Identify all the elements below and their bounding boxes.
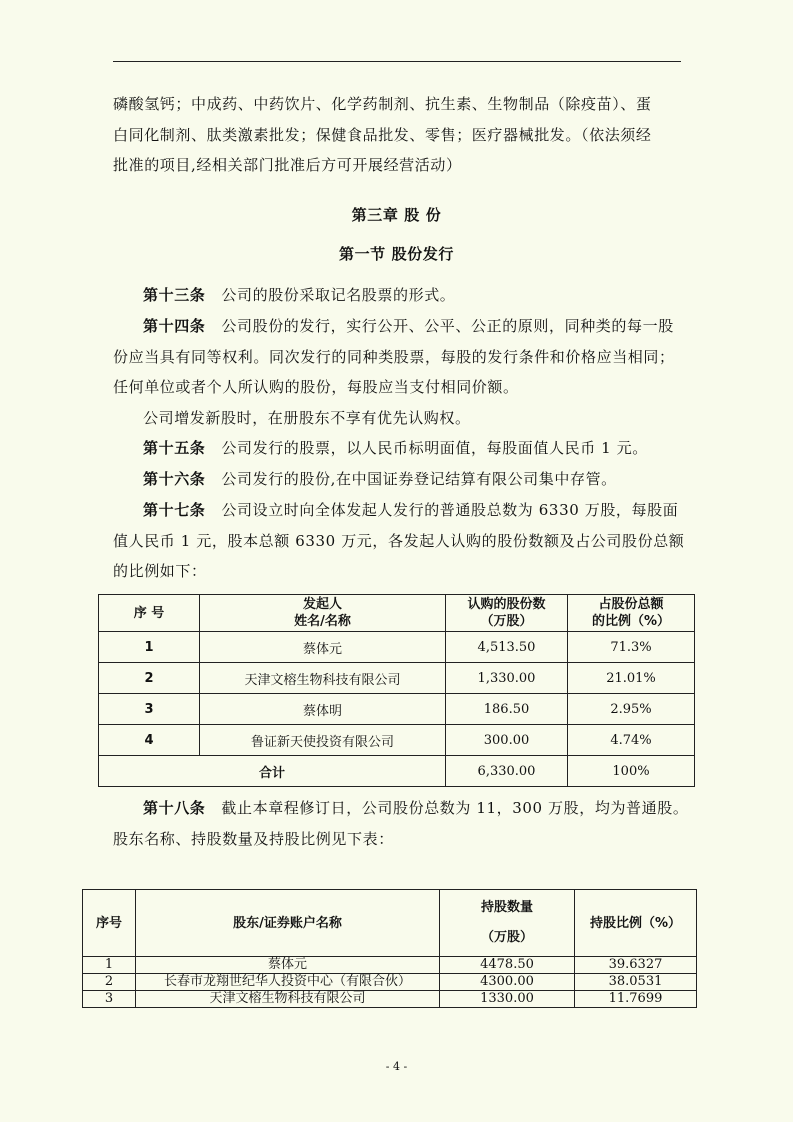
header-ratio-line-1: 占股份总额 xyxy=(598,597,664,612)
header-name-line-1: 发起人 xyxy=(302,597,342,612)
row-ratio: 39.6327 xyxy=(575,957,697,974)
article-16-label: 第十六条 xyxy=(143,470,206,488)
founders-table xyxy=(98,594,695,787)
table-row xyxy=(99,694,695,725)
header-name xyxy=(200,595,446,632)
row-seq: 3 xyxy=(83,991,136,1008)
header-shares-line-1: 持股数量 xyxy=(480,900,533,915)
article-13-text: 公司的股份采取记名股票的形式。 xyxy=(221,286,456,304)
total-ratio: 100% xyxy=(568,756,695,787)
row-shares: 1330.00 xyxy=(440,991,575,1008)
article-17-line-1 xyxy=(143,500,713,520)
header-name-line-2: 姓名/名称 xyxy=(294,614,351,629)
article-18-line-1 xyxy=(143,798,713,818)
table-row xyxy=(83,991,697,1008)
article-17-label: 第十七条 xyxy=(143,501,206,519)
row-name: 蔡体元 xyxy=(136,957,440,974)
article-14-label: 第十四条 xyxy=(143,317,206,335)
table-row xyxy=(99,663,695,694)
row-name: 蔡体元 xyxy=(200,632,446,663)
total-shares: 6,330.00 xyxy=(446,756,568,787)
article-14-line-1 xyxy=(143,316,713,336)
article-14-text-1: 公司股份的发行，实行公开、公平、公正的原则，同种类的每一股 xyxy=(221,317,674,335)
row-seq: 2 xyxy=(99,663,200,694)
article-15 xyxy=(143,438,713,458)
row-shares: 4478.50 xyxy=(440,957,575,974)
article-16-text: 公司发行的股份,在中国证券登记结算有限公司集中存管。 xyxy=(221,470,617,488)
article-18-line-2: 股东名称、持股数量及持股比例见下表： xyxy=(113,830,394,848)
row-shares: 1,330.00 xyxy=(446,663,568,694)
row-seq: 2 xyxy=(83,974,136,991)
new-shares-paragraph: 公司增发新股时，在册股东不享有优先认购权。 xyxy=(143,409,471,427)
article-18-text-1: 截止本章程修订日，公司股份总数为 11，300 万股，均为普通股。 xyxy=(221,799,689,817)
header-ratio: 持股比例（%） xyxy=(575,890,697,957)
table-row xyxy=(83,957,697,974)
section-title: 第一节 股份发行 xyxy=(338,245,455,263)
intro-line-3: 批准的项目,经相关部门批准后方可开展经营活动） xyxy=(113,156,462,174)
shareholders-table-header xyxy=(83,890,697,957)
founders-table-header xyxy=(99,595,695,632)
table-row xyxy=(83,974,697,991)
table-row xyxy=(99,725,695,756)
header-shares-line-2: （万股） xyxy=(480,930,533,945)
article-14-line-3: 任何单位或者个人所认购的股份，每股应当支付相同价额。 xyxy=(113,378,519,396)
row-ratio: 2.95% xyxy=(568,694,695,725)
row-ratio: 71.3% xyxy=(568,632,695,663)
article-13-label: 第十三条 xyxy=(143,286,206,304)
row-name: 鲁证新天使投资有限公司 xyxy=(200,725,446,756)
header-shares-line-1: 认购的股份数 xyxy=(467,597,546,612)
header-seq: 序号 xyxy=(83,890,136,957)
row-name: 蔡体明 xyxy=(200,694,446,725)
row-seq: 4 xyxy=(99,725,200,756)
total-row xyxy=(99,756,695,787)
header-ratio-line-2: 的比例（%） xyxy=(591,614,671,629)
row-name: 天津文榕生物科技有限公司 xyxy=(136,991,440,1008)
row-shares: 300.00 xyxy=(446,725,568,756)
row-ratio: 21.01% xyxy=(568,663,695,694)
article-16 xyxy=(143,469,713,489)
row-name: 天津文榕生物科技有限公司 xyxy=(200,663,446,694)
header-seq: 序 号 xyxy=(99,595,200,632)
shareholders-table xyxy=(82,889,697,1008)
row-ratio: 38.0531 xyxy=(575,974,697,991)
page-number: - 4 - xyxy=(385,1060,408,1073)
row-shares: 4,513.50 xyxy=(446,632,568,663)
header-shares xyxy=(440,890,575,957)
article-17-line-2: 值人民币 1 元，股本总额 6330 万元，各发起人认购的股份数额及占公司股份总额 xyxy=(113,532,685,550)
row-shares: 4300.00 xyxy=(440,974,575,991)
article-13 xyxy=(143,285,713,305)
article-15-text: 公司发行的股票，以人民币标明面值，每股面值人民币 1 元。 xyxy=(221,439,648,457)
table-row xyxy=(99,632,695,663)
header-name: 股东/证券账户名称 xyxy=(136,890,440,957)
intro-line-1: 磷酸氢钙；中成药、中药饮片、化学药制剂、抗生素、生物制品（除疫苗）、蛋 xyxy=(113,95,652,113)
row-name: 长春市龙翔世纪华人投资中心（有限合伙） xyxy=(136,974,440,991)
row-ratio: 11.7699 xyxy=(575,991,697,1008)
header-ratio xyxy=(568,595,695,632)
row-seq: 1 xyxy=(99,632,200,663)
article-15-label: 第十五条 xyxy=(143,439,206,457)
chapter-title: 第三章 股 份 xyxy=(351,206,442,224)
header-shares-line-2: （万股） xyxy=(480,614,533,629)
article-18-label: 第十八条 xyxy=(143,799,206,817)
total-label: 合计 xyxy=(99,756,446,787)
row-shares: 186.50 xyxy=(446,694,568,725)
row-seq: 3 xyxy=(99,694,200,725)
row-seq: 1 xyxy=(83,957,136,974)
row-ratio: 4.74% xyxy=(568,725,695,756)
article-17-text-1: 公司设立时向全体发起人发行的普通股总数为 6330 万股，每股面 xyxy=(221,501,679,519)
header-shares xyxy=(446,595,568,632)
article-14-line-2: 份应当具有同等权利。同次发行的同种类股票，每股的发行条件和价格应当相同； xyxy=(113,348,675,366)
intro-line-2: 白同化制剂、肽类激素批发；保健食品批发、零售；医疗器械批发。（依法须经 xyxy=(113,126,652,144)
header-rule xyxy=(113,61,681,62)
article-17-line-3: 的比例如下： xyxy=(113,562,207,580)
